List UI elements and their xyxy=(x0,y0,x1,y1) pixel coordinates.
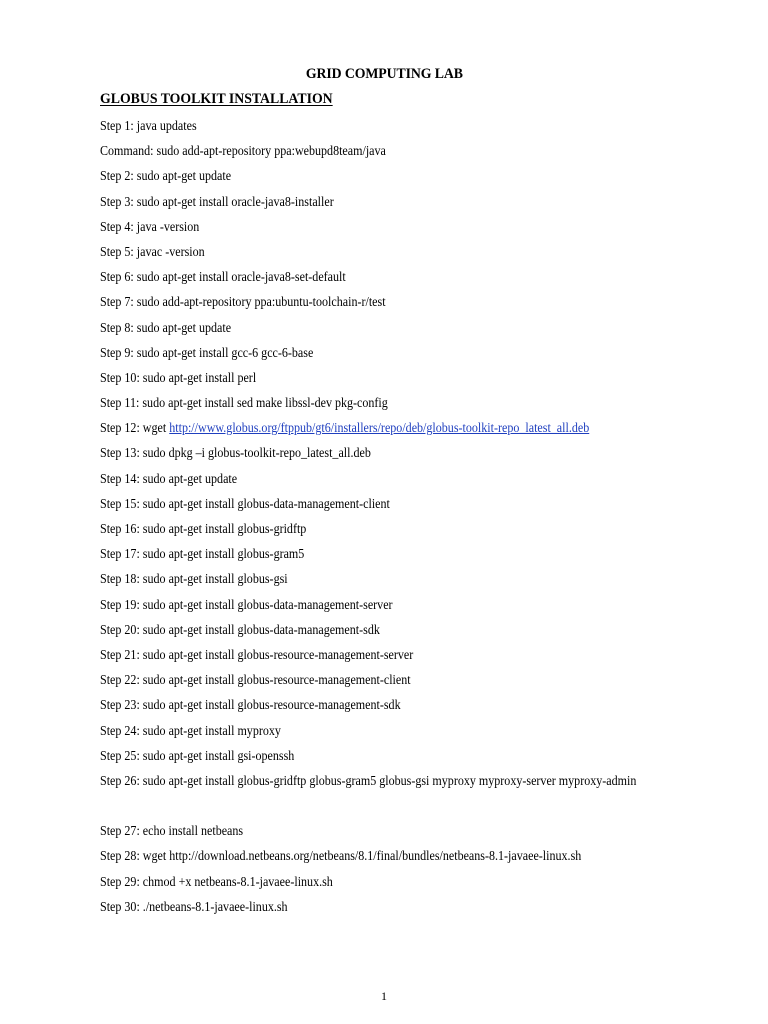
step-text: Step 27: echo install netbeans xyxy=(100,824,244,840)
step-line xyxy=(100,114,616,139)
step-line xyxy=(100,265,616,290)
step-line xyxy=(100,416,616,441)
step-text: Step 16: sudo apt-get install globus-gridftp xyxy=(100,522,307,537)
step-text: Step 8: sudo apt-get update xyxy=(100,320,232,336)
step-line xyxy=(100,467,616,492)
steps-list xyxy=(100,114,700,920)
step-text: Step 29: chmod +x netbeans-8.1-javaee-linux.sh xyxy=(100,874,333,890)
step-link[interactable]: http://www.globus.org/ftppub/gt6/installers/repo/deb/globus-toolkit-repo_latest_all.deb xyxy=(169,421,590,437)
step-text: Step 15: sudo apt-get install globus-data-management-client xyxy=(100,496,390,512)
step-text: Step 26: sudo apt-get install globus-gridftp globus-gram5 globus-gsi myproxy myproxy-server myproxy-admin xyxy=(100,773,637,789)
step-line xyxy=(100,139,616,164)
step-line xyxy=(100,618,616,643)
step-line xyxy=(100,215,616,240)
step-line xyxy=(100,290,616,315)
step-text: Step 21: sudo apt-get install globus-resource-management-server xyxy=(100,647,414,663)
document-title-text: GRID COMPUTING LAB xyxy=(305,66,463,82)
step-line xyxy=(100,341,616,366)
step-line xyxy=(100,744,616,769)
step-text: Step 7: sudo add-apt-repository ppa:ubuntu-toolchain-r/test xyxy=(100,295,386,311)
step-text: Step 28: wget http://download.netbeans.org/netbeans/8.1/final/bundles/netbeans-8.1-javaee-linux.sh xyxy=(100,849,582,865)
step-line xyxy=(100,542,616,567)
step-text: Step 2: sudo apt-get update xyxy=(100,169,232,185)
step-line xyxy=(100,819,616,844)
step-text: Command: sudo add-apt-repository ppa:webupd8team/java xyxy=(100,144,386,160)
step-text: Step 19: sudo apt-get install globus-data-management-server xyxy=(100,597,393,613)
step-line xyxy=(100,567,616,592)
step-line xyxy=(100,719,616,744)
step-text: Step 13: sudo dpkg –i globus-toolkit-repo_latest_all.deb xyxy=(100,446,371,462)
step-line xyxy=(100,593,616,618)
step-line xyxy=(100,844,616,869)
step-text: Step 14: sudo apt-get update xyxy=(100,471,238,487)
step-text: Step 17: sudo apt-get install globus-gram5 xyxy=(100,547,305,563)
step-text: Step 20: sudo apt-get install globus-data-management-sdk xyxy=(100,622,380,638)
step-line xyxy=(100,895,616,920)
step-text: Step 1: java updates xyxy=(100,119,197,134)
step-text: Step 9: sudo apt-get install gcc-6 gcc-6-base xyxy=(100,345,314,361)
step-text: Step 23: sudo apt-get install globus-resource-management-sdk xyxy=(100,698,401,714)
step-line xyxy=(100,870,616,895)
section-heading: GLOBUS TOOLKIT INSTALLATION xyxy=(100,91,333,107)
document-title xyxy=(0,64,768,84)
step-text: Step 6: sudo apt-get install oracle-java8-set-default xyxy=(100,270,346,286)
page-number: 1 xyxy=(381,989,387,1003)
step-line xyxy=(100,769,693,819)
step-line xyxy=(100,517,616,542)
step-line xyxy=(100,668,616,693)
step-line xyxy=(100,643,616,668)
step-line xyxy=(100,441,616,466)
step-line xyxy=(100,164,616,189)
step-text: Step 11: sudo apt-get install sed make libssl-dev pkg-config xyxy=(100,396,388,412)
step-text: Step 24: sudo apt-get install myproxy xyxy=(100,723,281,739)
step-line xyxy=(100,190,616,215)
step-text: Step 12: wget xyxy=(100,421,170,437)
step-line xyxy=(100,492,616,517)
step-text: Step 18: sudo apt-get install globus-gsi xyxy=(100,572,288,588)
step-line xyxy=(100,693,616,718)
step-text: Step 4: java -version xyxy=(100,219,200,235)
step-text: Step 10: sudo apt-get install perl xyxy=(100,370,257,386)
step-line xyxy=(100,240,616,265)
step-text: Step 22: sudo apt-get install globus-resource-management-client xyxy=(100,673,411,689)
step-text: Step 3: sudo apt-get install oracle-java8-installer xyxy=(100,194,334,210)
step-text: Step 5: javac -version xyxy=(100,244,205,260)
step-line xyxy=(100,391,616,416)
step-line xyxy=(100,316,616,341)
step-text: Step 30: ./netbeans-8.1-javaee-linux.sh xyxy=(100,899,288,915)
step-text: Step 25: sudo apt-get install gsi-openssh xyxy=(100,748,295,764)
step-line xyxy=(100,366,616,391)
